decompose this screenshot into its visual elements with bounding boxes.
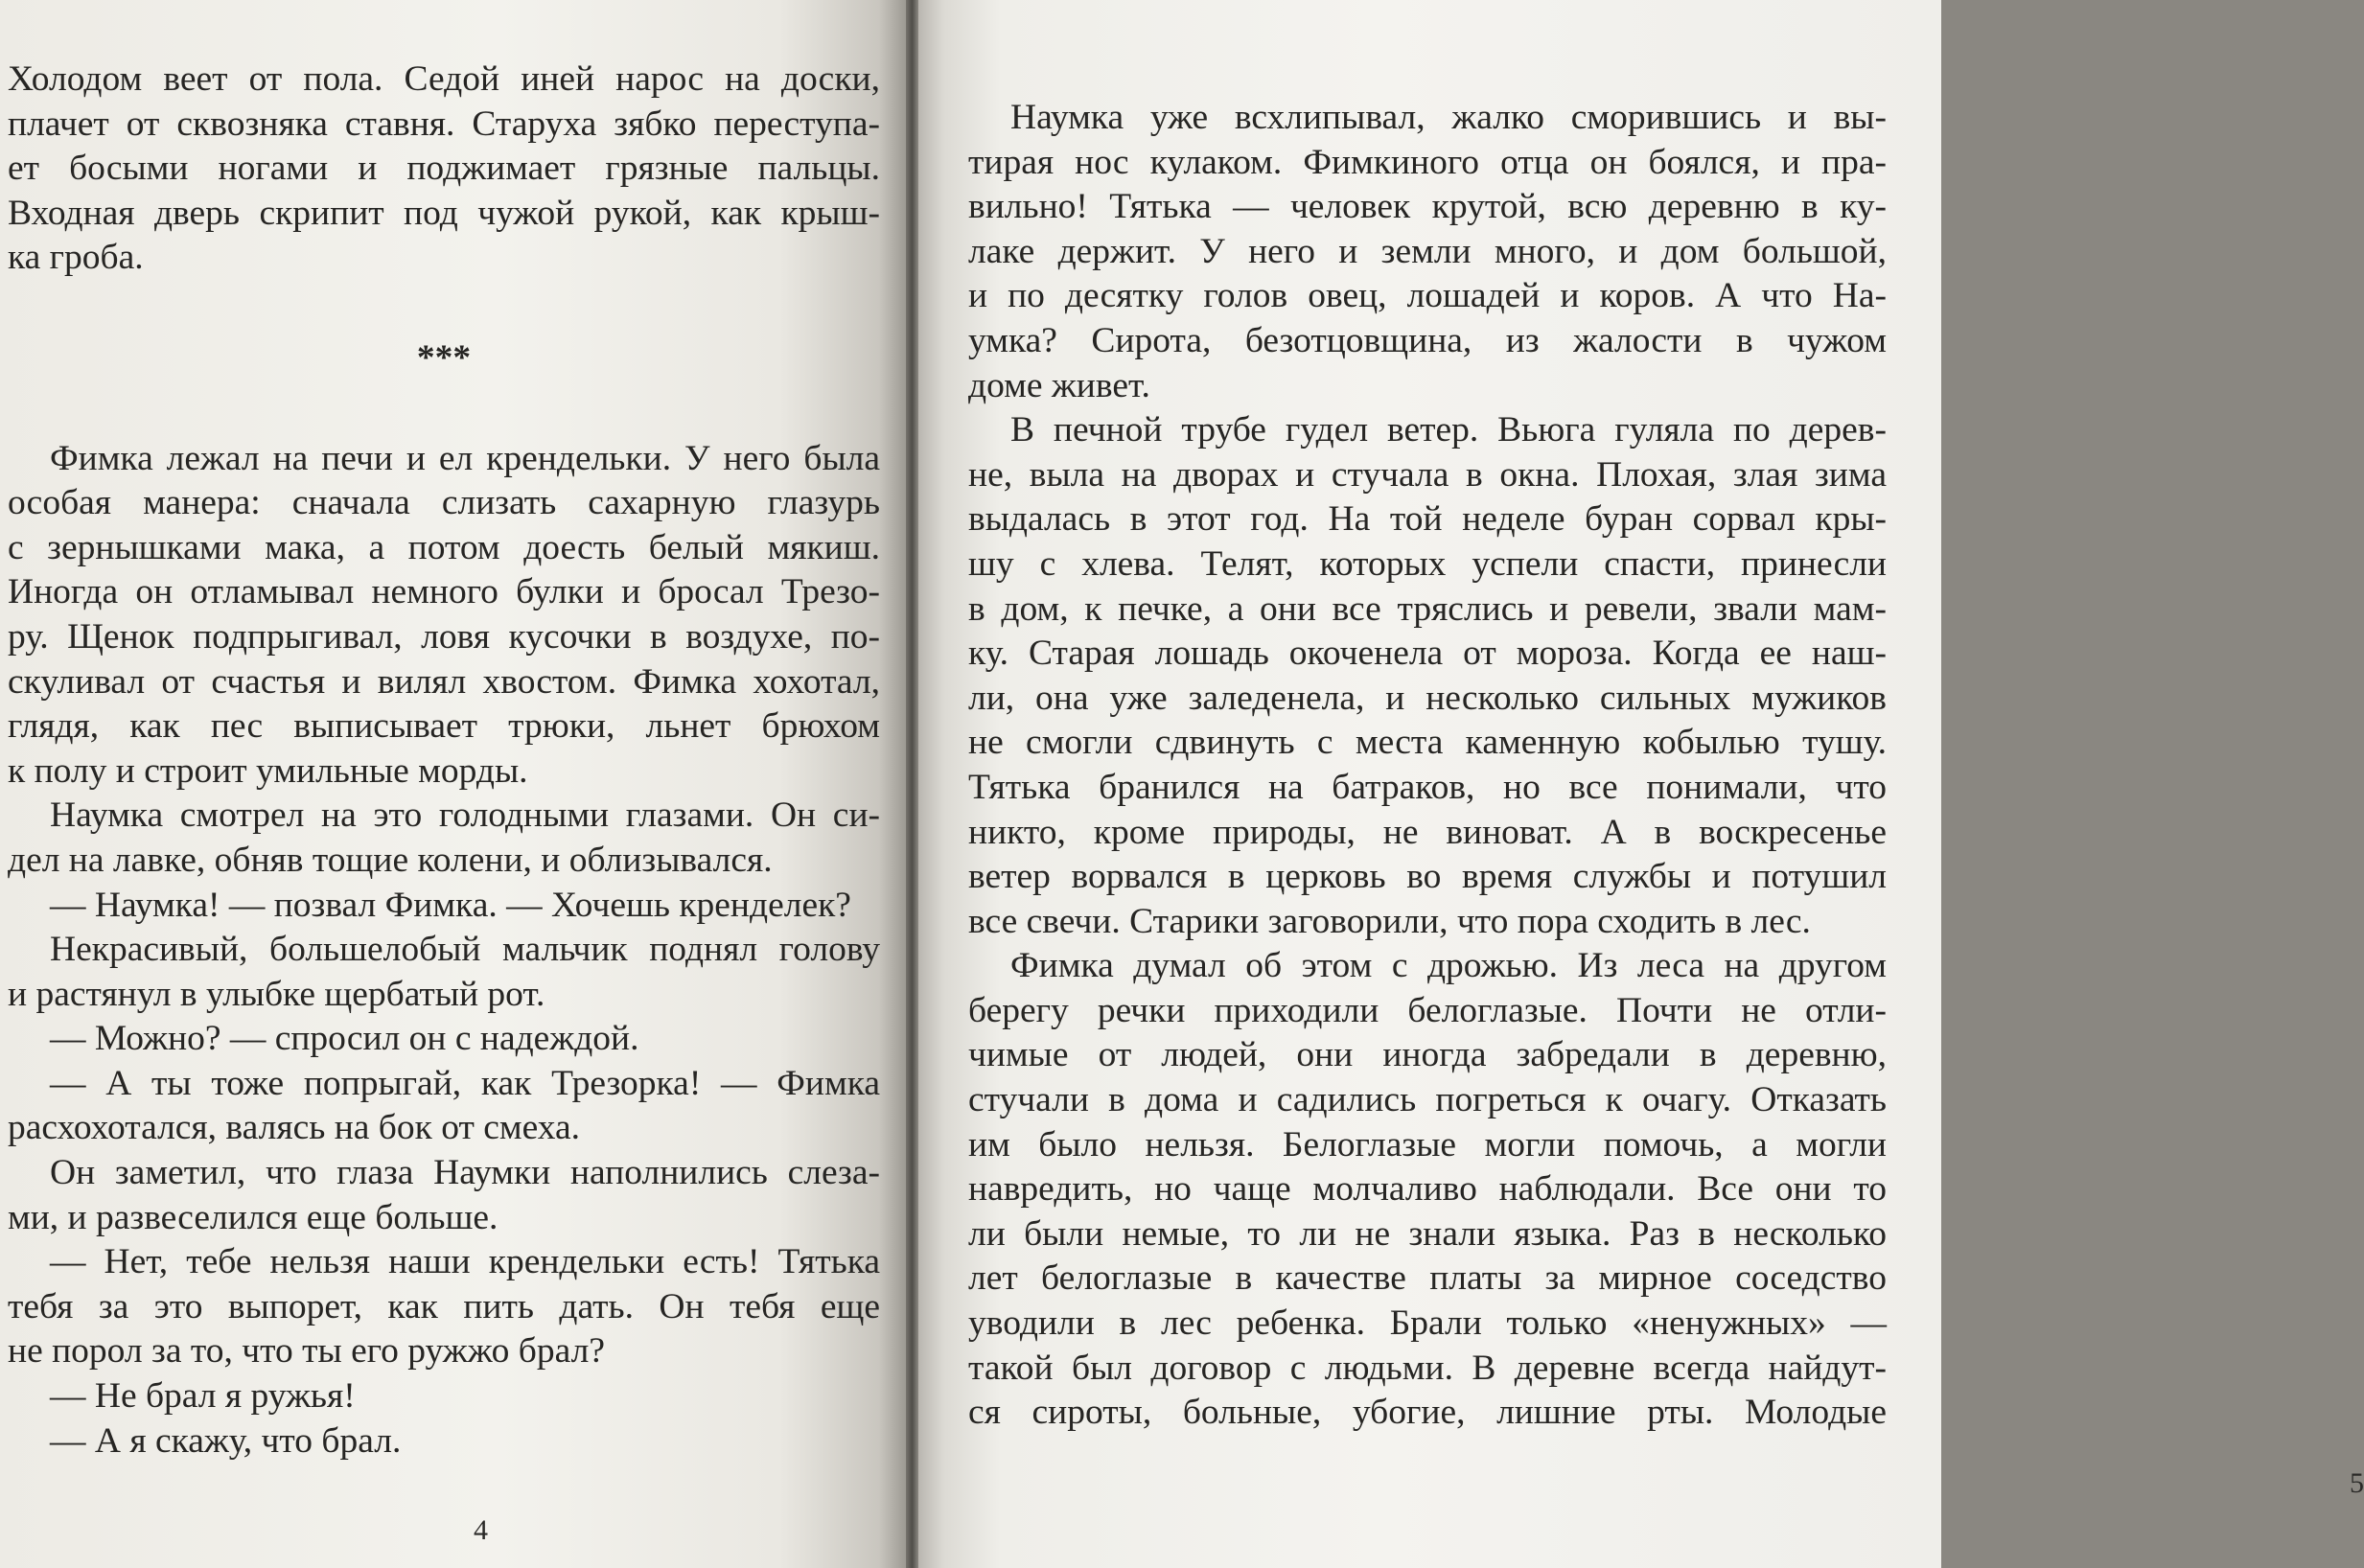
text-line: в дом, к печке, а они все тряслись и ревели, звали мам- (968, 588, 1887, 629)
text-line: не порол за то, что ты его ружжо брал? (8, 1331, 605, 1372)
text-line: расхохотался, валясь на бок от смеха. (8, 1108, 581, 1148)
text-line: В печной трубе гудел ветер. Вьюга гуляла по дерев- (1010, 410, 1887, 450)
paragraph (8, 58, 880, 281)
right-page (918, 0, 2364, 1568)
paragraph (8, 1151, 880, 1240)
text-line: умка? Сирота, безотцовщина, из жалости в чужом (968, 320, 1887, 360)
page-number-left: 4 (474, 1514, 488, 1546)
text-line: все свечи. Старики заговорили, что пора сходить в лес. (968, 901, 1811, 941)
text-line: дел на лавке, обняв тощие колени, и облизывался. (8, 840, 773, 880)
text-line: Некрасивый, большелобый мальчик поднял голову (50, 930, 880, 970)
text-line: такой был договор с людьми. В деревне всегда найдут- (968, 1348, 1887, 1388)
left-page (0, 0, 906, 1568)
paragraph (8, 1374, 880, 1419)
text-line: Иногда он отламывал немного булки и бросал Трезо- (8, 572, 880, 612)
text-line: ми, и развеселился еще больше. (8, 1197, 498, 1237)
text-line: тирая нос кулаком. Фимкиного отца он боялся, и пра- (968, 142, 1887, 182)
text-line: ветер ворвался в церковь во время службы и потушил (968, 857, 1887, 897)
paragraph (968, 944, 1887, 1436)
text-line: ли, она уже заледенела, и несколько сильных мужиков (968, 678, 1887, 718)
left-page-text (8, 58, 880, 1464)
paragraph (968, 408, 1887, 944)
text-line: доме живет. (968, 365, 1150, 405)
text-line: особая манера: сначала слизать сахарную глазурь (8, 483, 880, 523)
text-line: — А ты тоже попрыгай, как Трезорка! — Фимка (50, 1063, 880, 1103)
text-line: Наумка смотрел на это голодными глазами. Он си- (50, 796, 880, 836)
paragraph (8, 794, 880, 883)
text-line: им было нельзя. Белоглазые могли помочь, а могли (968, 1124, 1887, 1164)
text-line: лаке держит. У него и земли много, и дом большой, (968, 231, 1887, 271)
section-separator: *** (416, 337, 472, 378)
text-line: Он заметил, что глаза Наумки наполнились слеза- (50, 1153, 880, 1193)
text-line: и по десятку голов овец, лошадей и коров. А что На- (968, 276, 1887, 316)
text-line: шу с хлева. Телят, которых успели спасти, принесли (968, 543, 1887, 584)
text-line: — А я скажу, что брал. (50, 1420, 402, 1461)
paragraph (8, 1017, 880, 1062)
text-line: Тятька бранился на батраков, но все понимали, что (968, 767, 1887, 807)
paragraph (8, 928, 880, 1017)
paragraph (8, 1419, 880, 1464)
text-line: лет белоглазые в качестве платы за мирное соседство (968, 1258, 1887, 1299)
text-line: и растянул в улыбке щербатый рот. (8, 974, 545, 1014)
text-line: чимые от людей, они иногда забредали в деревню, (968, 1035, 1887, 1075)
text-line: выдалась в этот год. На той неделе буран сорвал кры- (968, 499, 1887, 540)
text-line: ка гроба. (8, 238, 144, 278)
text-line: тебя за это выпорет, как пить дать. Он тебя еще (8, 1286, 880, 1326)
book-gutter (906, 0, 918, 1568)
text-line: с зернышками мака, а потом доесть белый мякиш. (8, 527, 880, 567)
text-line: вильно! Тятька — человек крутой, всю деревню в ку- (968, 187, 1887, 227)
paragraph (8, 1240, 880, 1374)
page-number-right: 5 (2350, 1467, 2364, 1499)
text-line: — Не брал я ружья! (50, 1376, 356, 1417)
text-line: не смогли сдвинуть с места каменную кобылью тушу. (968, 723, 1887, 763)
text-line: ли были немые, то ли не знали языка. Раз в несколько (968, 1213, 1887, 1254)
text-line: уводили в лес ребенка. Брали только «ненужных» — (968, 1303, 1887, 1344)
paragraph (8, 1062, 880, 1151)
text-line: стучали в дома и садились погреться к очагу. Отказать (968, 1080, 1887, 1120)
text-line: берегу речки приходили белоглазые. Почти не отли- (968, 990, 1887, 1030)
text-line: — Можно? — спросил он с надеждой. (50, 1019, 639, 1059)
text-line: Фимка думал об этом с дрожью. Из леса на другом (1010, 946, 1887, 986)
text-line: ру. Щенок подпрыгивал, ловя кусочки в воздухе, по- (8, 616, 880, 657)
text-line: никто, кроме природы, не виноват. А в воскресенье (968, 812, 1887, 852)
text-line: Наумка уже всхлипывал, жалко сморившись и вы- (1010, 98, 1887, 137)
text-line: — Нет, тебе нельзя наши крендельки есть! Тятька (50, 1242, 880, 1282)
text-line: плачет от сквозняка ставня. Старуха зябко переступа- (8, 104, 880, 144)
text-line: Входная дверь скрипит под чужой рукой, как крыш- (8, 193, 880, 233)
spacer (8, 281, 880, 336)
paragraph (8, 884, 880, 929)
text-line: не, выла на дворах и стучала в окна. Плохая, злая зима (968, 454, 1887, 495)
text-line: ся сироты, больные, убогие, лишние рты. Молодые (968, 1393, 1887, 1433)
paragraph (968, 96, 1887, 408)
text-line: — Наумка! — позвал Фимка. — Хочешь кренделек? (50, 885, 851, 925)
text-line: скуливал от счастья и вилял хвостом. Фимка хохотал, (8, 661, 880, 702)
text-line: глядя, как пес выписывает трюки, льнет брюхом (8, 706, 880, 747)
right-page-text (968, 96, 1887, 1436)
text-line: Фимка лежал на печи и ел крендельки. У него была (50, 438, 880, 478)
spacer (8, 381, 880, 437)
text-line: Холодом веет от пола. Седой иней нарос на доски, (8, 59, 880, 99)
text-line: к полу и строит умильные морды. (8, 750, 528, 791)
text-line: ет босыми ногами и поджимает грязные пальцы. (8, 149, 880, 189)
text-line: навредить, но чаще молчаливо наблюдали. Все они то (968, 1169, 1887, 1210)
text-line: ку. Старая лошадь окоченела от мороза. Когда ее наш- (968, 634, 1887, 674)
paragraph (8, 437, 880, 795)
